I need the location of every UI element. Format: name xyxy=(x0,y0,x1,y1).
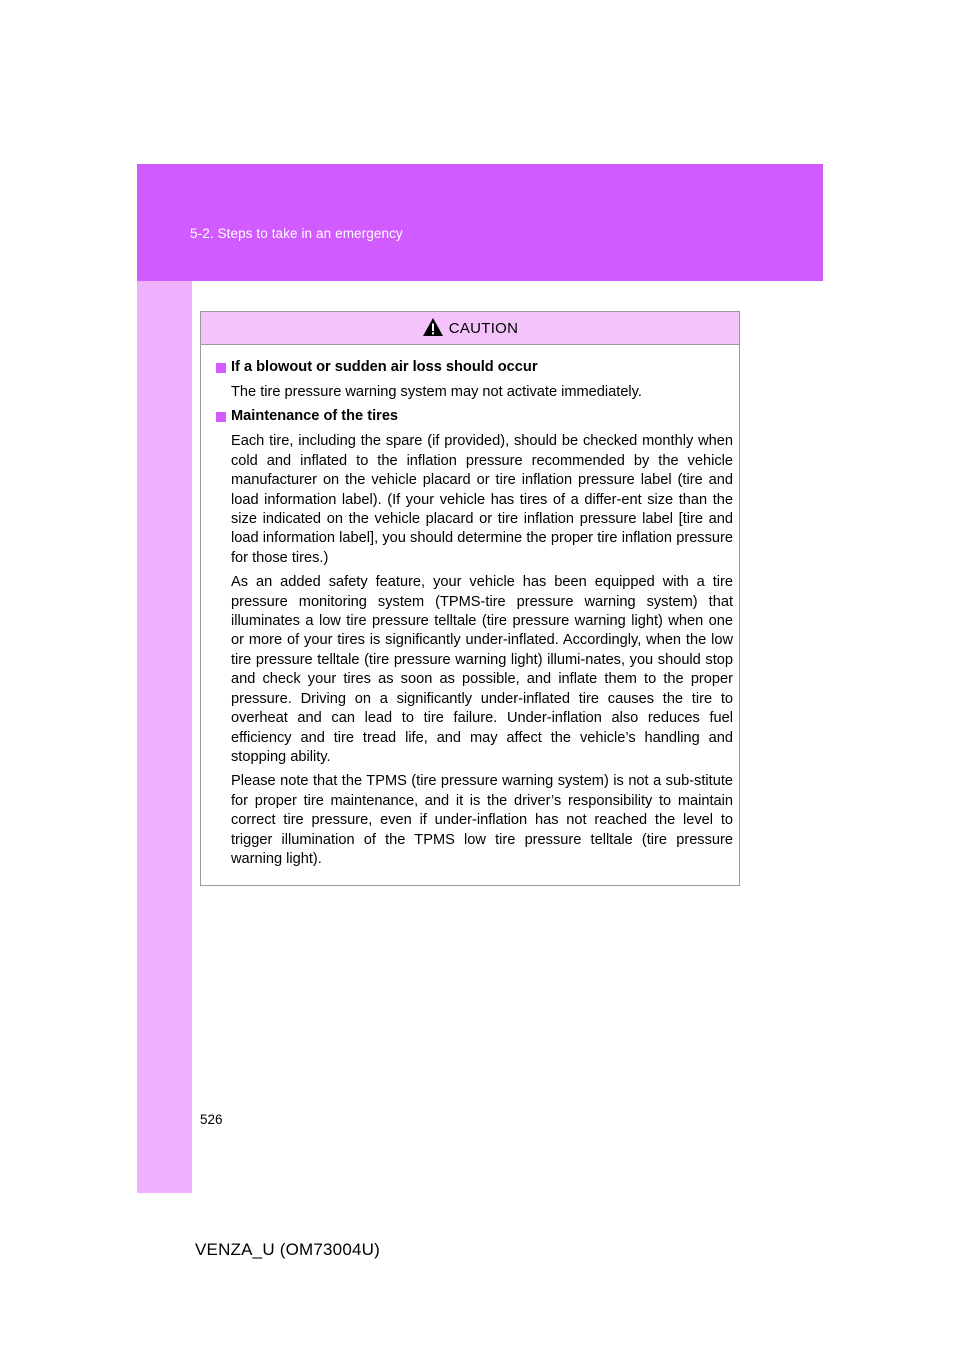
footer-code: VENZA_U (OM73004U) xyxy=(195,1240,380,1259)
section-title-text: Maintenance of the tires xyxy=(231,408,399,425)
page-number: 526 xyxy=(200,1112,223,1127)
paragraph: Each tire, including the spare (if provided), should be checked monthly when cold and inflated to the inflation pressure recommended by the vehicle manufacturer on the vehicle placard or tire inflation pressure label (tire and load information label). (If your vehicle has tires of a differ-ent size than the size indicated on the vehicle placard or tire inflation pressure label [tire and load information label], you should determine the proper tire inflation pressure for those tires.) xyxy=(231,433,733,566)
paragraph: Please note that the TPMS (tire pressure warning system) is not a sub-stitute for proper tire maintenance, and it is the driver’s responsibility to maintain correct tire pressure, even if under-inflation has not reached the level to trigger illumination of the TPMS low tire pressure telltale (tire pressure warning light). xyxy=(231,773,733,867)
section-title-maintenance xyxy=(216,406,733,427)
section-title-text: If a blowout or sudden air loss should occur xyxy=(231,359,538,375)
caution-section-maintenance xyxy=(216,406,733,869)
section-label: 5-2. Steps to take in an emergency xyxy=(190,226,403,241)
warning-triangle-icon xyxy=(422,317,444,337)
caution-section-blowout xyxy=(216,357,733,402)
side-strip xyxy=(137,281,192,1193)
square-bullet-icon xyxy=(216,363,226,373)
caution-header xyxy=(201,312,739,345)
section-title-blowout xyxy=(216,357,733,378)
caution-label: CAUTION xyxy=(448,319,519,337)
paragraph: As an added safety feature, your vehicle has been equipped with a tire pressure monitoring system (TPMS-tire pressure warning system) that illuminates a low tire pressure telltale (tire pressure warning light) when one or more of your tires is significantly under-inflated. Accordingly, when the low tire pressure telltale (tire pressure warning light) illumi-nates, you should stop and check your tires as soon as possible, and inflate them to the proper pressure. Driving on a significantly under-inflated tire causes the tire to overheat and can lead to tire failure. Under-inflation also reduces fuel efficiency and tire tread life, and may affect the vehicle’s handling and stopping ability. xyxy=(231,574,733,765)
caution-box xyxy=(200,311,740,886)
paragraph: The tire pressure warning system may not activate immediately. xyxy=(231,384,642,400)
caution-body xyxy=(201,345,739,869)
header-band xyxy=(137,164,823,281)
square-bullet-icon xyxy=(216,412,226,422)
